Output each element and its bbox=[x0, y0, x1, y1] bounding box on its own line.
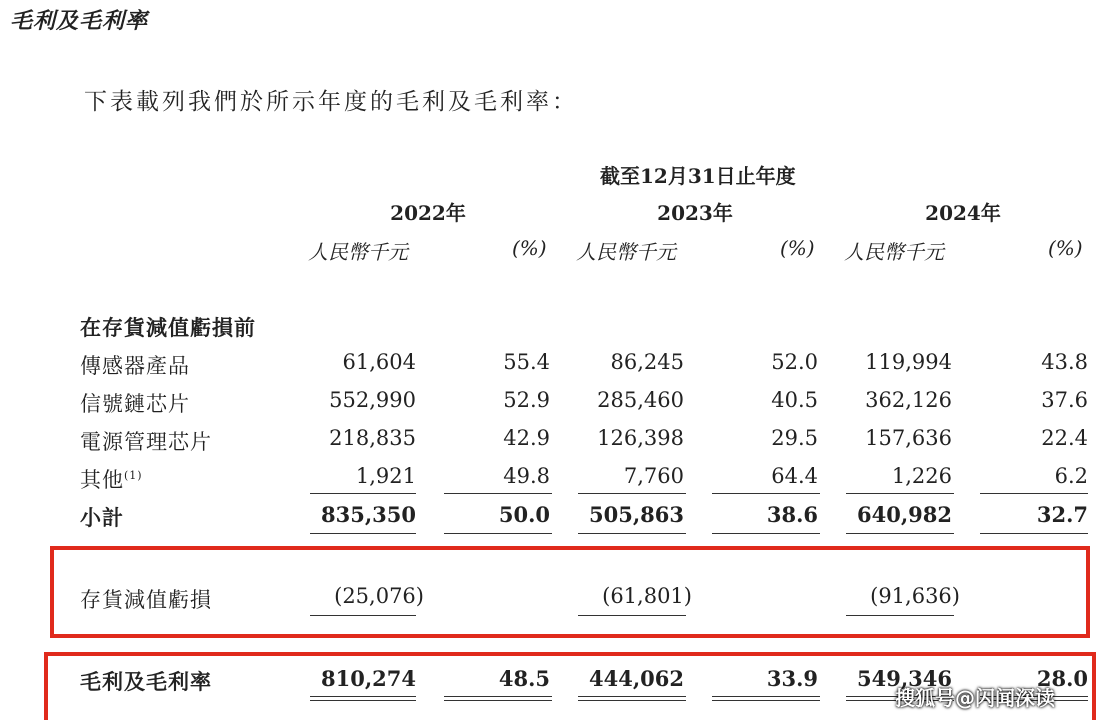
cell-2023-percent: 52.0 bbox=[771, 350, 818, 374]
cell-2022-amount: 810,274 bbox=[321, 666, 416, 691]
cell-2024-amount: 640,982 bbox=[857, 502, 952, 527]
double-rule-line bbox=[310, 696, 416, 701]
rule-line bbox=[846, 615, 954, 616]
rule-line bbox=[578, 615, 686, 616]
cell-2023-percent: 64.4 bbox=[771, 464, 818, 488]
rule-line bbox=[310, 493, 416, 494]
rule-line bbox=[444, 493, 552, 494]
row-label-text: 其他 bbox=[80, 468, 124, 492]
cell-2022-amount: 835,350 bbox=[321, 502, 416, 527]
rule-line bbox=[846, 533, 954, 534]
rule-line bbox=[980, 533, 1088, 534]
rule-line bbox=[310, 533, 416, 534]
cell-2024-amount: 362,126 bbox=[865, 388, 952, 412]
table-row bbox=[0, 464, 1100, 500]
year-header-2024: 2024年 bbox=[925, 201, 1001, 225]
unit-percent-2022: (%) bbox=[512, 236, 547, 260]
cell-2024-percent: 6.2 bbox=[1054, 464, 1088, 488]
cell-2022-amount: 552,990 bbox=[329, 388, 416, 412]
cell-2022-amount: 61,604 bbox=[342, 350, 416, 374]
cell-2024-amount: (91,636) bbox=[870, 584, 960, 608]
unit-percent-2024: (%) bbox=[1048, 236, 1083, 260]
rule-line bbox=[578, 533, 686, 534]
cell-2023-percent: 29.5 bbox=[771, 426, 818, 450]
cell-2023-amount: 126,398 bbox=[597, 426, 684, 450]
cell-2022-amount: 1,921 bbox=[355, 464, 416, 488]
cell-2023-percent: 38.6 bbox=[766, 502, 818, 527]
cell-2022-percent: 42.9 bbox=[503, 426, 550, 450]
unit-amount-2024: 人民幣千元 bbox=[844, 240, 944, 264]
rule-line bbox=[444, 533, 552, 534]
cell-2024-percent: 43.8 bbox=[1041, 350, 1088, 374]
cell-2023-amount: (61,801) bbox=[602, 584, 692, 608]
cell-2023-percent: 40.5 bbox=[771, 388, 818, 412]
cell-2022-percent: 49.8 bbox=[503, 464, 550, 488]
cell-2023-percent: 33.9 bbox=[766, 666, 818, 691]
cell-2022-percent: 55.4 bbox=[503, 350, 550, 374]
year-header-2022: 2022年 bbox=[390, 201, 466, 225]
row-label bbox=[80, 464, 143, 494]
table-row bbox=[0, 388, 1100, 424]
double-rule-line bbox=[712, 696, 820, 701]
row-label: 傳感器產品 bbox=[80, 354, 190, 378]
rule-line bbox=[578, 493, 686, 494]
table-row bbox=[0, 426, 1100, 462]
footnote-marker: (1) bbox=[124, 469, 143, 482]
watermark: 搜狐号@闪闻深读 bbox=[895, 686, 1055, 710]
cell-2024-amount: 119,994 bbox=[865, 350, 952, 374]
cell-2024-percent: 37.6 bbox=[1041, 388, 1088, 412]
unit-amount-2022: 人民幣千元 bbox=[308, 240, 408, 264]
cell-2023-amount: 505,863 bbox=[589, 502, 684, 527]
group-heading-row bbox=[0, 312, 1100, 348]
rule-line bbox=[712, 533, 820, 534]
double-rule-line bbox=[578, 696, 686, 701]
rule-line bbox=[310, 615, 416, 616]
cell-2023-amount: 285,460 bbox=[597, 388, 684, 412]
cell-2024-amount: 1,226 bbox=[891, 464, 952, 488]
row-label: 信號鏈芯片 bbox=[80, 392, 190, 416]
double-rule-line bbox=[444, 696, 552, 701]
cell-2023-amount: 7,760 bbox=[623, 464, 684, 488]
cell-2022-amount: 218,835 bbox=[329, 426, 416, 450]
year-header-2023: 2023年 bbox=[657, 201, 733, 225]
unit-percent-2023: (%) bbox=[780, 236, 815, 260]
unit-amount-2023: 人民幣千元 bbox=[576, 240, 676, 264]
row-label: 電源管理芯片 bbox=[80, 430, 212, 454]
cell-2024-percent: 32.7 bbox=[1036, 502, 1088, 527]
section-title: 毛利及毛利率 bbox=[10, 8, 149, 34]
gross-profit-label: 毛利及毛利率 bbox=[80, 669, 212, 694]
cell-2024-percent: 28.0 bbox=[1036, 666, 1088, 691]
table-row bbox=[0, 350, 1100, 386]
cell-2023-amount: 444,062 bbox=[589, 666, 684, 691]
cell-2024-amount: 157,636 bbox=[865, 426, 952, 450]
rule-line bbox=[846, 493, 954, 494]
cell-2022-percent: 52.9 bbox=[503, 388, 550, 412]
cell-2022-percent: 50.0 bbox=[498, 502, 550, 527]
subtotal-label: 小計 bbox=[80, 505, 124, 530]
cell-2024-percent: 22.4 bbox=[1041, 426, 1088, 450]
cell-2023-amount: 86,245 bbox=[610, 350, 684, 374]
impairment-label: 存貨減值虧損 bbox=[80, 588, 212, 612]
period-header: 截至12月31日止年度 bbox=[600, 164, 796, 188]
rule-line bbox=[712, 493, 820, 494]
cell-2022-percent: 48.5 bbox=[498, 666, 550, 691]
cell-2024-amount: 549,346 bbox=[857, 666, 952, 691]
intro-text: 下表載列我們於所示年度的毛利及毛利率： bbox=[84, 89, 578, 115]
rule-line bbox=[980, 493, 1088, 494]
group-heading: 在存貨減值虧損前 bbox=[80, 315, 256, 340]
cell-2022-amount: (25,076) bbox=[334, 584, 424, 608]
